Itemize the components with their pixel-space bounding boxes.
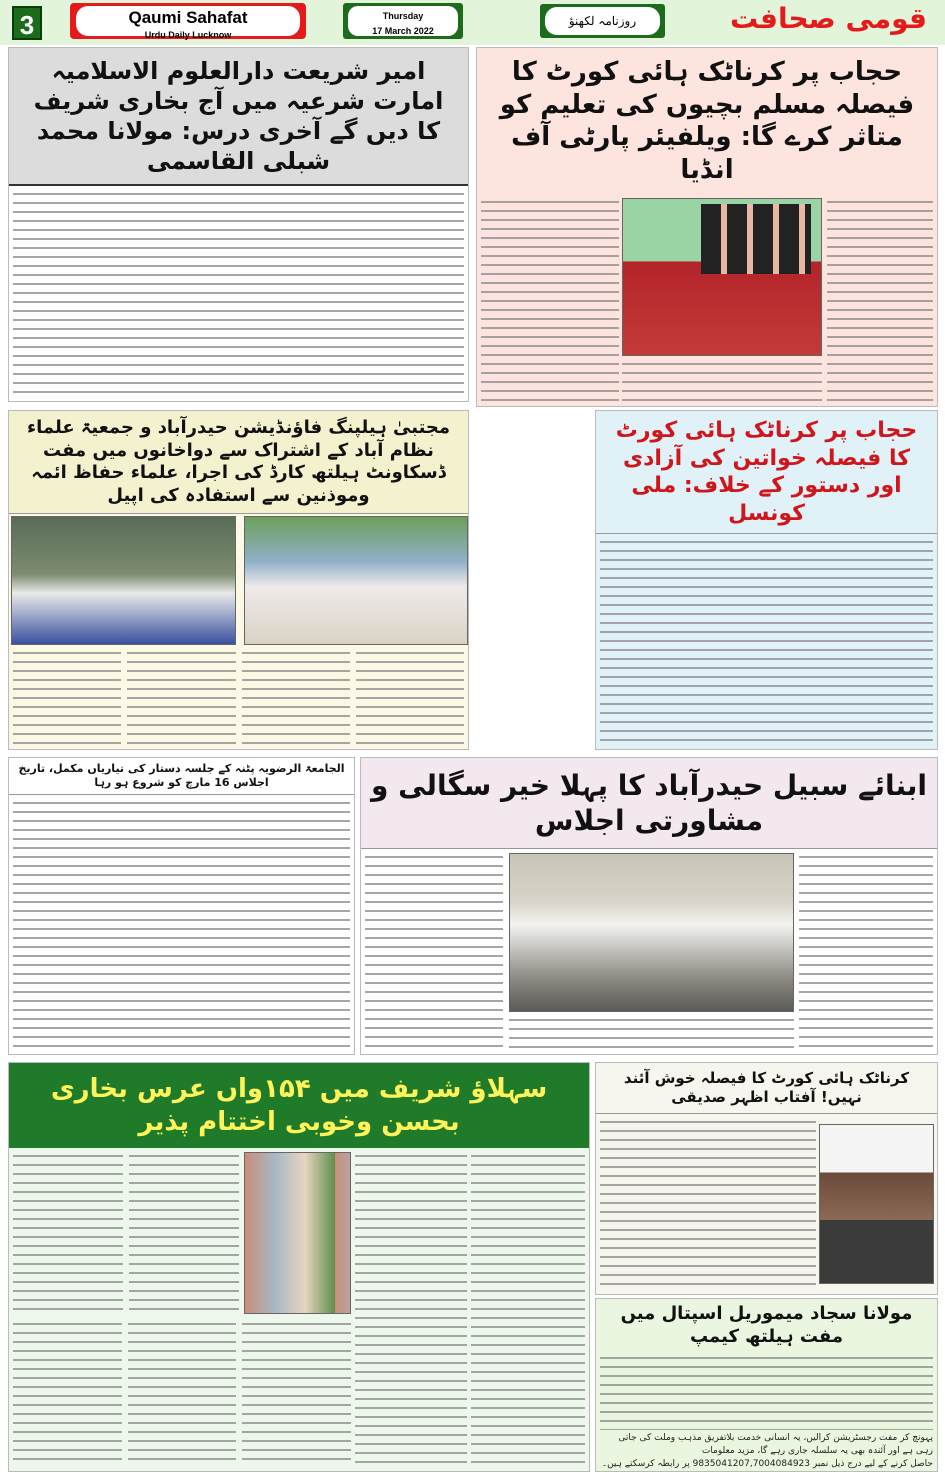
photo-urs-collage <box>244 1152 351 1314</box>
article-body-mid-right <box>355 1152 467 1467</box>
photo-group-gathering <box>509 853 794 1012</box>
photo-audience <box>244 516 468 645</box>
brand-logo-ur: قومی صحافت <box>729 2 927 35</box>
article-body-right <box>471 1152 585 1467</box>
brand-subtitle: Urdu Daily Lucknow <box>144 30 232 40</box>
headline: حجاب پر کرناٹک ہائی کورٹ کا فیصلہ مسلم بچیوں کی تعلیم کو متاثر کرے گا: ویلفیئر پارٹی آف انڈیا <box>499 57 915 185</box>
article-content <box>596 1114 937 1295</box>
article-body-left <box>13 1152 239 1314</box>
article-content <box>9 795 354 1055</box>
article-amir-shariat <box>8 47 469 402</box>
day: Thursday <box>382 11 424 21</box>
article-body <box>13 190 464 397</box>
brand-name: Qaumi Sahafat <box>128 8 248 27</box>
article-content <box>596 1352 937 1432</box>
article-body <box>13 649 464 745</box>
figures <box>701 204 811 274</box>
article-content <box>477 194 937 406</box>
brand-logo-en <box>70 3 306 39</box>
article-urs-bukhari <box>8 1062 590 1472</box>
headline: مولانا سجاد میموریل اسپتال میں مفت ہیلتھ کیمپ <box>620 1303 913 1347</box>
article-body-left <box>481 198 619 402</box>
article-body <box>600 1354 933 1430</box>
article-body <box>600 1118 816 1291</box>
date-box <box>343 3 463 39</box>
roznama-label: روزنامہ لکھنؤ <box>545 7 660 35</box>
article-body-left <box>365 853 503 1050</box>
masthead <box>0 0 945 45</box>
headline: کرناٹک ہائی کورٹ کا فیصلہ خوش آئند نہیں! آفتاب اظہر صدیقی <box>596 1063 937 1114</box>
article-content <box>361 849 937 1054</box>
headline: سہلاؤ شریف میں ۱۵۴واں عرس بخاری بحسن وخوبی اختتام پذیر <box>9 1063 589 1148</box>
closing-line-1: پہونچ کر مفت رجسٹریشن کرالیں، یہ انسانی خدمت بلاتفریق مذہب وملت کی جاتی رہی ہے اور آئندہ بھی یہ سلسلہ جاری رہے گا، مزید معلومات <box>618 1433 933 1456</box>
date: 17 March 2022 <box>372 26 434 36</box>
article-aftab-azhar <box>595 1062 938 1295</box>
photo-hijab-protest <box>622 198 822 356</box>
headline: حجاب پر کرناٹک ہائی کورٹ کا فیصلہ خواتین کی آزادی اور دستور کے خلاف: ملی کونسل <box>596 411 937 534</box>
article-body-under-photo <box>509 1016 794 1050</box>
article-jamia-razvia <box>8 757 355 1055</box>
page-number: 3 <box>12 6 42 40</box>
article-body-columns <box>13 1320 351 1468</box>
article-hijab-milli <box>595 410 938 750</box>
roznama-box <box>540 4 665 38</box>
article-abnaye-sabeel <box>360 757 938 1055</box>
article-body <box>13 799 350 1051</box>
article-helping-foundation <box>8 410 469 750</box>
article-content <box>9 186 468 401</box>
article-content <box>9 514 468 749</box>
photo-aftab-azhar <box>819 1124 934 1285</box>
article-hijab-welfare <box>476 47 938 407</box>
headline: امیر شریعت دارالعلوم الاسلامیہ امارت شرعیہ میں آج بخاری شریف کا دیں گے آخری درس: مولانا محمد شبلی القاسمی <box>9 48 468 186</box>
headline: ابنائے سبیل حیدرآباد کا پہلا خیر سگالی و مشاورتی اجلاس <box>361 758 937 849</box>
article-body-right <box>799 853 933 1050</box>
article-content <box>9 1148 589 1471</box>
headline: مجتبیٰ ہیلپنگ فاؤنڈیشن حیدرآباد و جمعیۃ علماء نظام آباد کے اشتراک سے دواخانوں میں مفت ڈسکاونٹ ہیلتھ کارڈ کی اجرا، علماء حفاظ ائمہ وموذنین سے استفادہ کی اپیل <box>9 411 468 514</box>
headline: الجامعۃ الرضویہ پٹنہ کے جلسہ دستار کی تیاریاں مکمل، تاریخ اجلاس 16 مارچ کو شروع ہو رہا <box>9 758 354 795</box>
article-body-under-photo <box>622 360 822 402</box>
article-content <box>596 534 937 749</box>
article-body-right <box>827 198 933 402</box>
contact-line: حاصل کرنے کے لیے درج ذیل نمبر 9835041207,7004084923 پر رابطہ کرسکتے ہیں۔ <box>601 1459 933 1469</box>
article-body <box>600 538 933 745</box>
photo-meeting-hall <box>11 516 236 645</box>
article-sajjad-hospital <box>595 1298 938 1472</box>
